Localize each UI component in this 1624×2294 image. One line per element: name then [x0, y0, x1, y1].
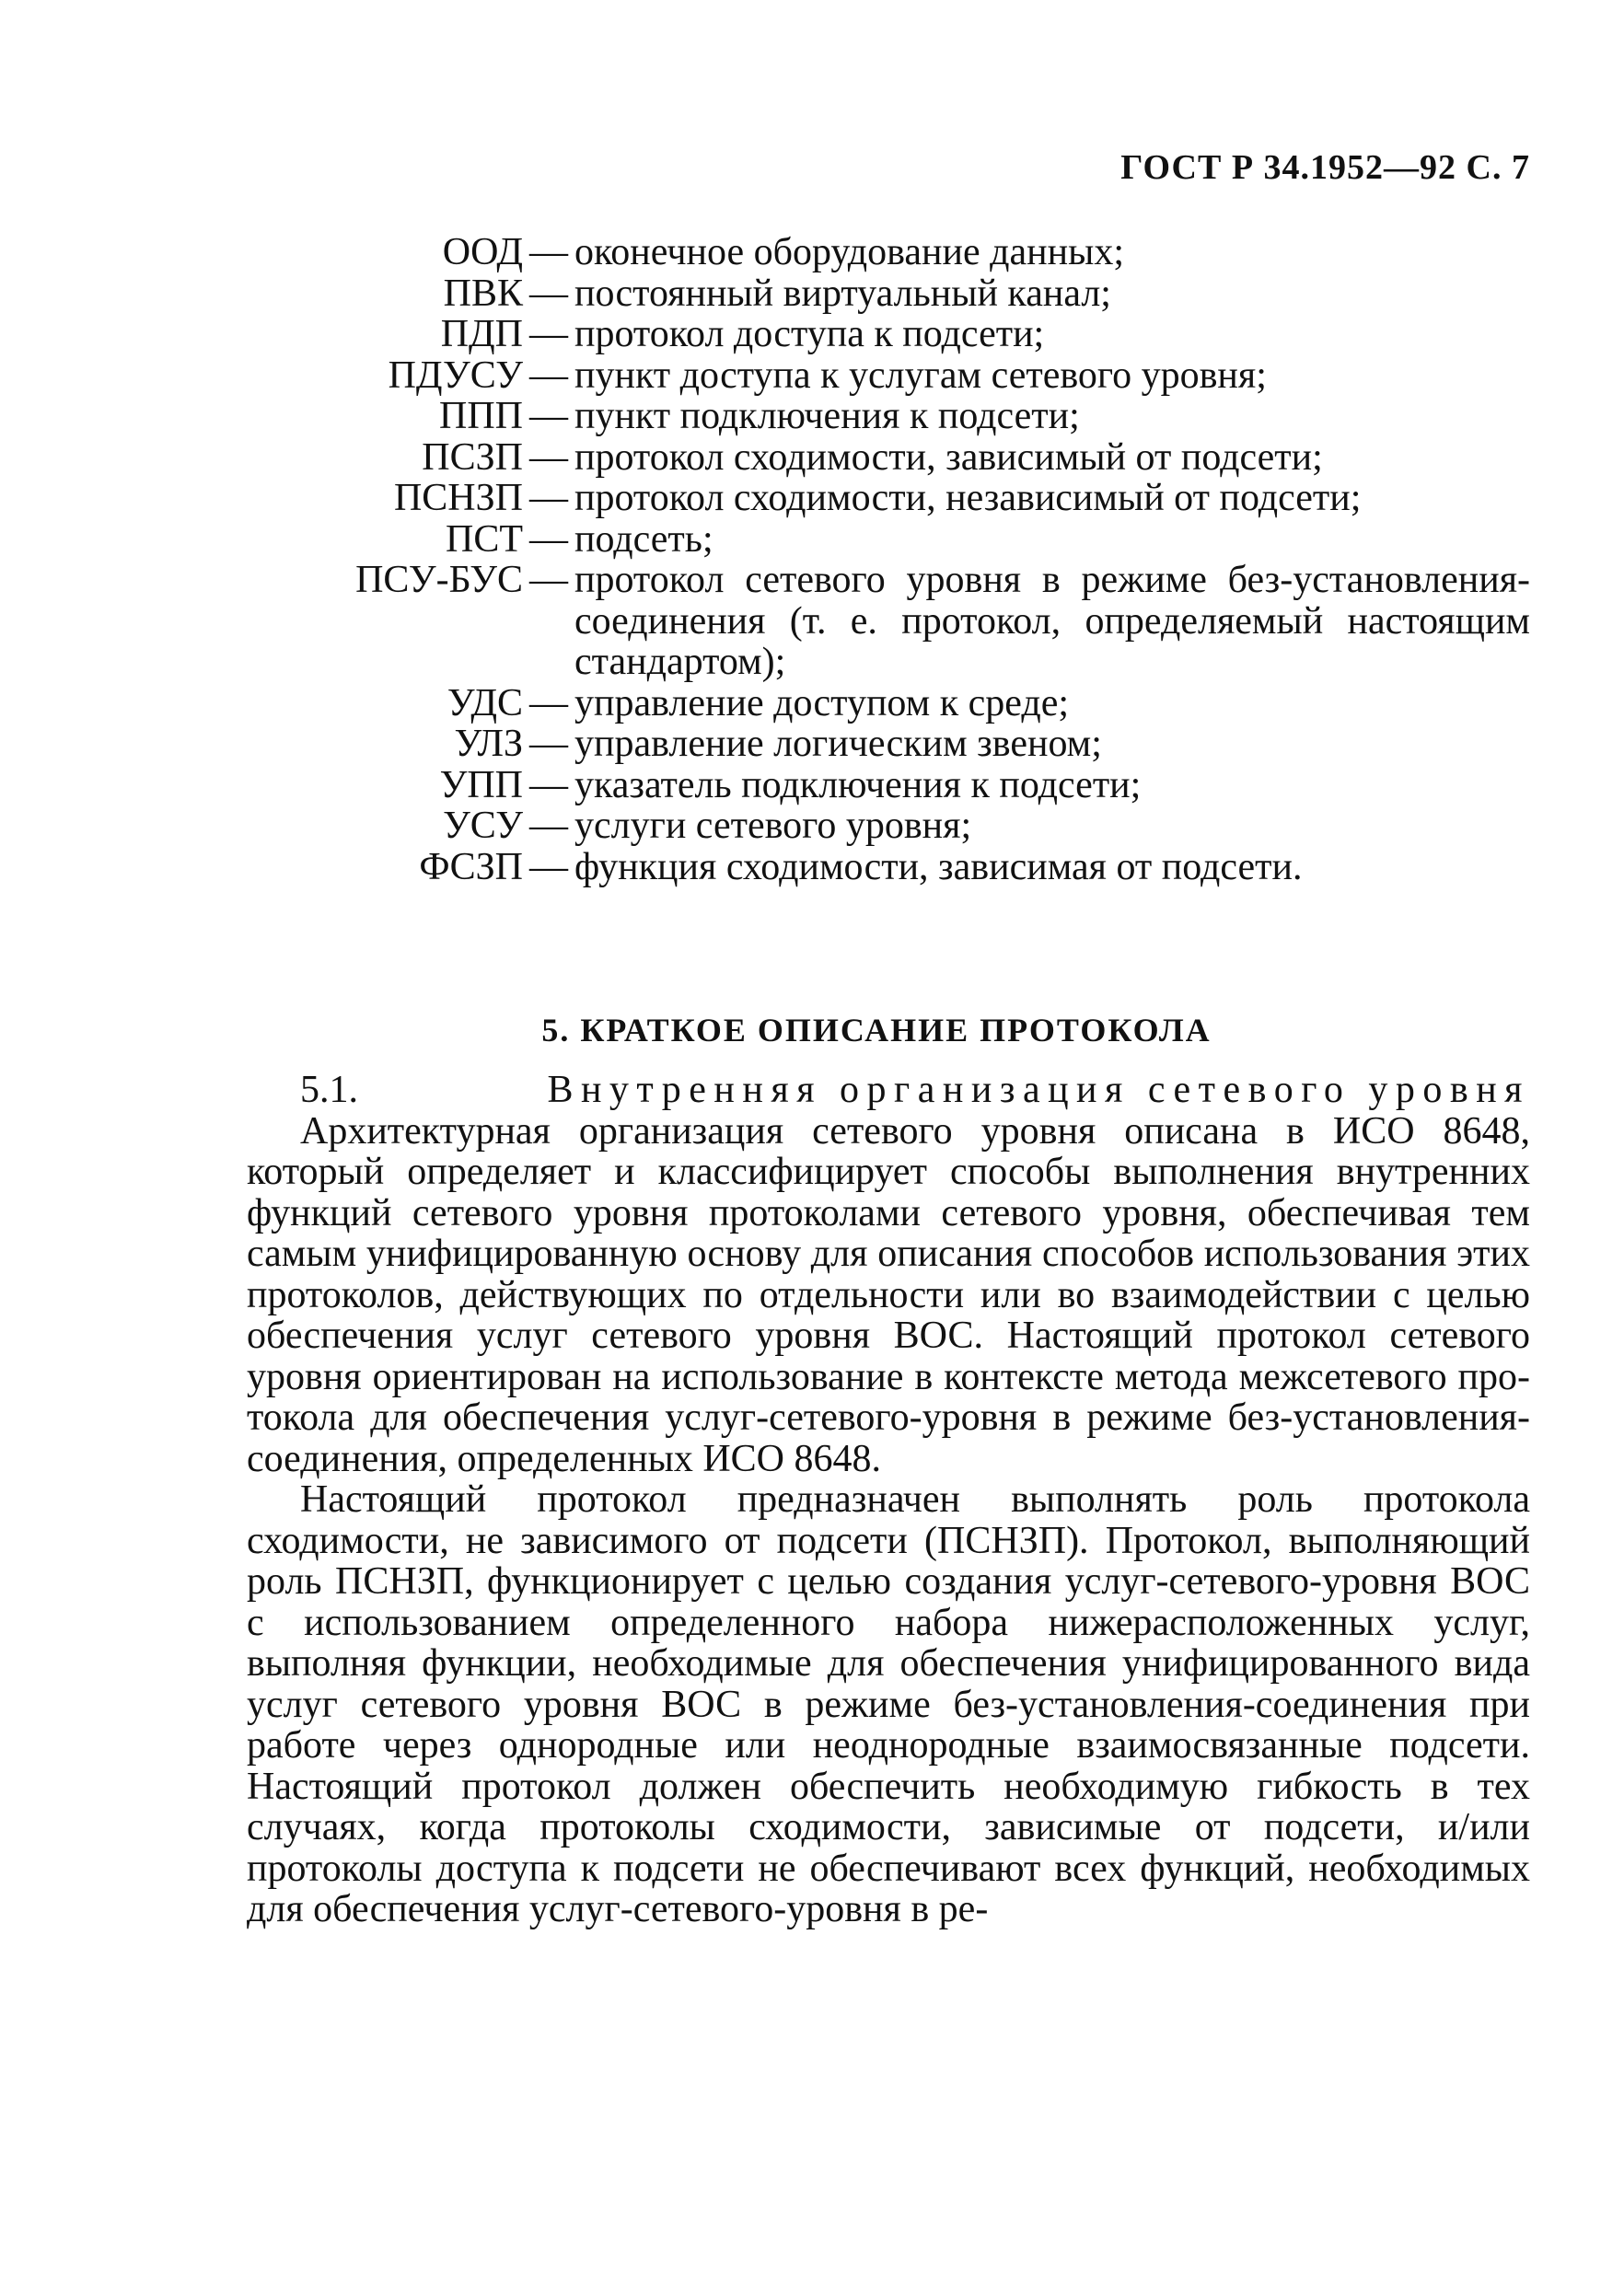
abbreviation-term: ФСЗП — [419, 845, 523, 888]
dash-separator: — — [529, 723, 568, 765]
abbreviation-row — [258, 355, 1530, 397]
section-body — [247, 1070, 1530, 1930]
abbreviation-row — [258, 314, 1530, 355]
dash-separator: — — [529, 313, 568, 355]
page-header: ГОСТ Р 34.1952—92 С. 7 — [1120, 148, 1530, 187]
abbreviation-row — [258, 232, 1530, 273]
section-title: 5. КРАТКОЕ ОПИСАНИЕ ПРОТОКОЛА — [541, 1012, 1212, 1049]
abbreviation-row — [258, 847, 1530, 888]
abbreviation-term: ПСНЗП — [393, 477, 523, 519]
abbreviation-definition: управление логическим звеном; — [574, 723, 1102, 765]
dash-separator: — — [529, 763, 568, 806]
abbreviation-definition: услуги сетевого уровня; — [574, 805, 972, 847]
abbreviation-row — [258, 519, 1530, 561]
abbreviation-definition: постоянный виртуальный канал; — [574, 272, 1111, 315]
paragraph: Настоящий протокол предназначен выполнять роль протокола сходимости, не зависимого от подсети (ПСНЗП). Протокол, выполняющий роль ПСНЗП, функционирует с целью создания услуг-сетевого-уровня ВОС с использованием определенного набора нижерасположенных услуг, выполняя функции, необходимые для обеспечения унифицированного вида услуг сетевого уровня ВОС в режиме без-установления-соединения при работе через однородные или неоднородные взаимосвязанные подсети. Настоящий протокол должен обеспечить необходимую гибкость в тех случаях, когда протоколы сходимости, зависимые от подсети, и/или протоколы доступа к подсети не обеспечивают всех функций, необходимых для обеспечения услуг-сетевого-уровня в ре- — [247, 1478, 1530, 1930]
abbreviation-definition: протокол сходимости, независимый от подсети; — [574, 477, 1362, 519]
abbreviation-row — [258, 683, 1530, 724]
dash-separator: — — [529, 845, 568, 888]
abbreviation-definition: управление доступом к среде; — [574, 681, 1070, 724]
abbreviation-term: ООД — [442, 231, 523, 273]
abbreviation-term: ППП — [439, 395, 523, 437]
abbreviation-definition: протокол сходимости, зависимый от подсети; — [574, 435, 1323, 479]
abbreviation-term: ПСУ-БУС — [355, 559, 523, 601]
abbreviation-definition: протокол доступа к подсети; — [574, 313, 1045, 355]
abbreviation-definition: пункт доступа к услугам сетевого уровня; — [574, 353, 1267, 397]
abbreviation-term: ПВК — [443, 272, 523, 315]
dash-separator: — — [529, 395, 568, 437]
abbreviation-definition: оконечное оборудование данных; — [574, 231, 1125, 273]
abbreviation-term: УПП — [439, 763, 523, 806]
abbreviation-row — [258, 437, 1530, 479]
paragraph: Архитектурная организация сетевого уровня описана в ИСО 8648, который определяет и классифицирует способы выполнения внутренних функций сетевого уровня протоколами сетевого уровня, обеспечивая тем самым унифицированную основу для описания способов использования этих протоколов, действующих по отдельности или во взаимодействии с целью обеспечения услуг сетевого уровня ВОС. Настоящий протокол сетевого уровня ориентирован на использование в контексте метода межсетевого протокола для обеспечения услуг-сетевого-уровня в режиме без-установления-соединения, определенных ИСО 8648. — [247, 1109, 1530, 1480]
abbreviation-term: УЛЗ — [454, 723, 523, 765]
abbreviation-row — [258, 805, 1530, 847]
abbreviation-list — [258, 232, 1530, 887]
abbreviation-row — [258, 396, 1530, 437]
subsection-heading — [247, 1070, 1530, 1111]
abbreviation-row — [258, 765, 1530, 806]
dash-separator: — — [529, 353, 568, 397]
dash-separator: — — [529, 559, 568, 601]
dash-separator: — — [529, 805, 568, 847]
abbreviation-definition: подсеть; — [574, 517, 713, 561]
abbreviation-definition: указатель подключения к подсети; — [574, 763, 1142, 806]
subsection-number: 5.1. — [300, 1069, 358, 1111]
abbreviation-row — [258, 560, 1530, 683]
abbreviation-term: ПДП — [440, 313, 523, 355]
dash-separator: — — [529, 517, 568, 561]
dash-separator: — — [529, 681, 568, 724]
abbreviation-term: ПСТ — [446, 517, 523, 561]
abbreviation-term: ПДУСУ — [388, 353, 523, 397]
abbreviation-definition: пункт подключения к подсети; — [574, 395, 1080, 437]
abbreviation-row — [258, 478, 1530, 519]
abbreviation-definition: протокол сетевого уровня в режиме без-установления-соединения (т. е. протокол, определяемый настоящим стандартом); — [574, 559, 1530, 683]
abbreviation-term: УДС — [447, 681, 523, 724]
dash-separator: — — [529, 477, 568, 519]
abbreviation-definition: функция сходимости, зависимая от подсети. — [574, 845, 1303, 888]
abbreviation-term: ПСЗП — [422, 435, 523, 479]
subsection-title: Внутренняя организация сетевого уровня — [547, 1069, 1530, 1111]
abbreviation-row — [258, 724, 1530, 765]
dash-separator: — — [529, 231, 568, 273]
dash-separator: — — [529, 272, 568, 315]
dash-separator: — — [529, 435, 568, 479]
abbreviation-row — [258, 273, 1530, 315]
abbreviation-term: УСУ — [443, 805, 523, 847]
